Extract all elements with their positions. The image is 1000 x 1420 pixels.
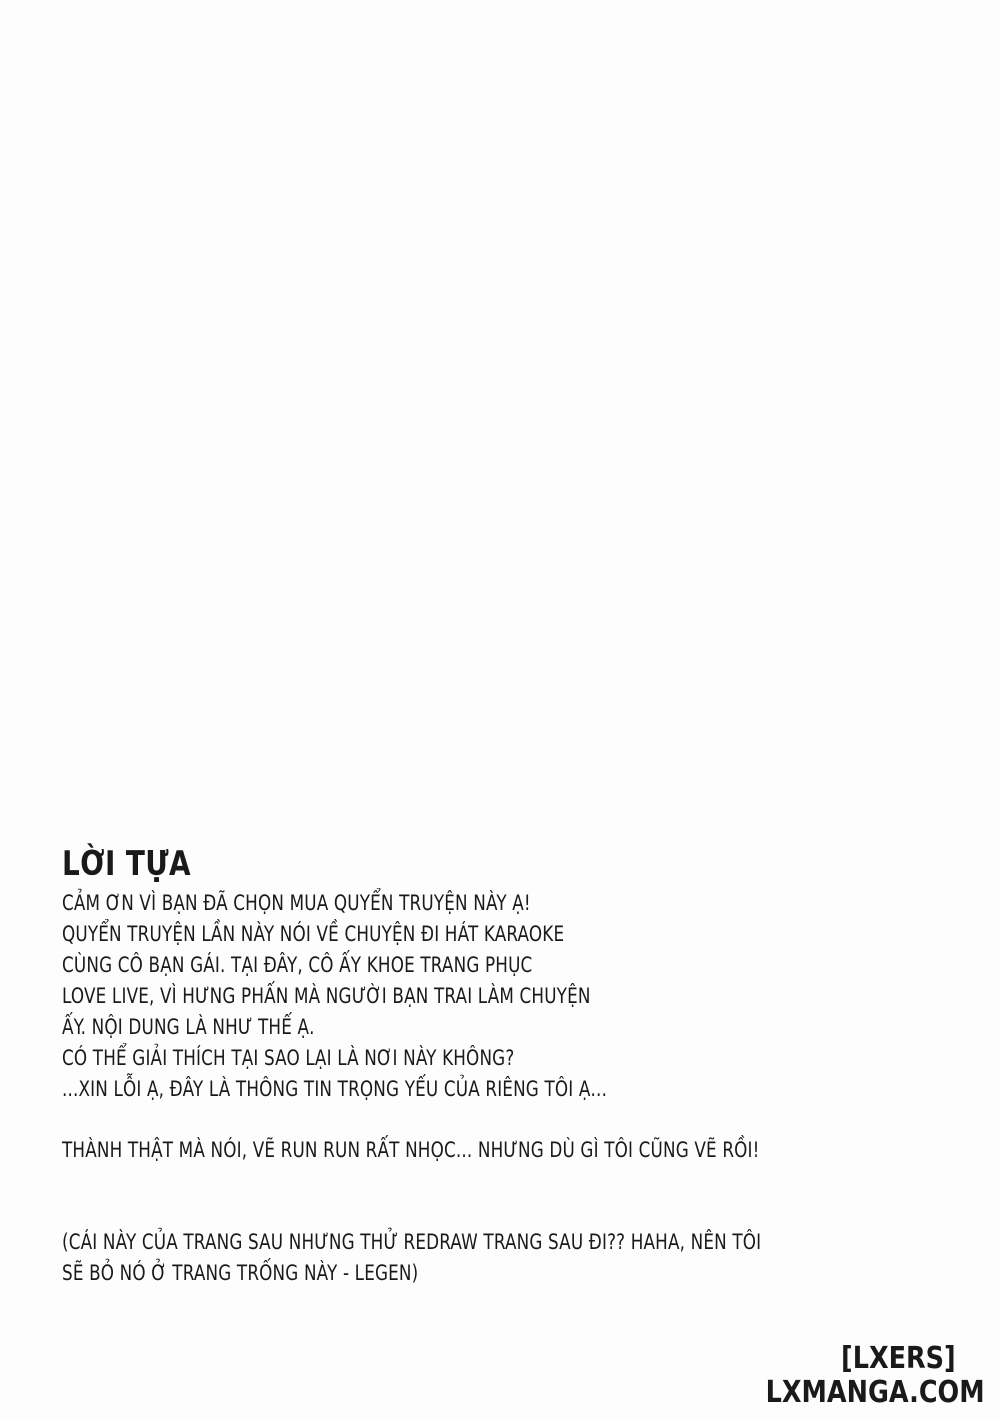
watermark bbox=[727, 1342, 985, 1410]
watermark-group-name: [LXERS] bbox=[841, 1341, 957, 1376]
text-line: LOVE LIVE, VÌ HƯNG PHẤN MÀ NGƯỜI BẠN TRAI LÀM CHUYỆN bbox=[62, 984, 591, 1008]
text-line: QUYỂN TRUYỆN LẦN NÀY NÓI VỀ CHUYỆN ĐI HÁT KARAOKE bbox=[62, 922, 565, 946]
text-line: ...XIN LỖI Ạ, ĐÂY LÀ THÔNG TIN TRỌNG YẾU CỦA RIÊNG TÔI Ạ... bbox=[62, 1077, 608, 1101]
preface-section bbox=[62, 844, 962, 1289]
text-line: CÓ THỂ GIẢI THÍCH TẠI SAO LẠI LÀ NƠI NÀY KHÔNG? bbox=[62, 1046, 515, 1070]
watermark-site: LXMANGA.COM bbox=[766, 1375, 985, 1410]
text-line: SẼ BỎ NÓ Ở TRANG TRỐNG NÀY - LEGEN) bbox=[62, 1261, 419, 1285]
preface-paragraph-3 bbox=[62, 1227, 962, 1289]
preface-title: LỜI TỰA bbox=[62, 844, 191, 884]
preface-paragraph-1 bbox=[62, 888, 962, 1105]
preface-paragraph-2 bbox=[62, 1135, 962, 1166]
text-line: CẢM ƠN VÌ BẠN ĐÃ CHỌN MUA QUYỂN TRUYỆN NÀY Ạ! bbox=[62, 891, 531, 915]
text-line: (CÁI NÀY CỦA TRANG SAU NHƯNG THỬ REDRAW TRANG SAU ĐI?? HAHA, NÊN TÔI bbox=[62, 1230, 762, 1254]
text-line: THÀNH THẬT MÀ NÓI, VẼ RUN RUN RẤT NHỌC... NHƯNG DÙ GÌ TÔI CŨNG VẼ RỒI! bbox=[62, 1138, 760, 1162]
text-line: CÙNG CÔ BẠN GÁI. TẠI ĐÂY, CÔ ẤY KHOE TRANG PHỤC bbox=[62, 953, 533, 977]
text-line: ẤY. NỘI DUNG LÀ NHƯ THẾ Ạ. bbox=[62, 1015, 315, 1039]
